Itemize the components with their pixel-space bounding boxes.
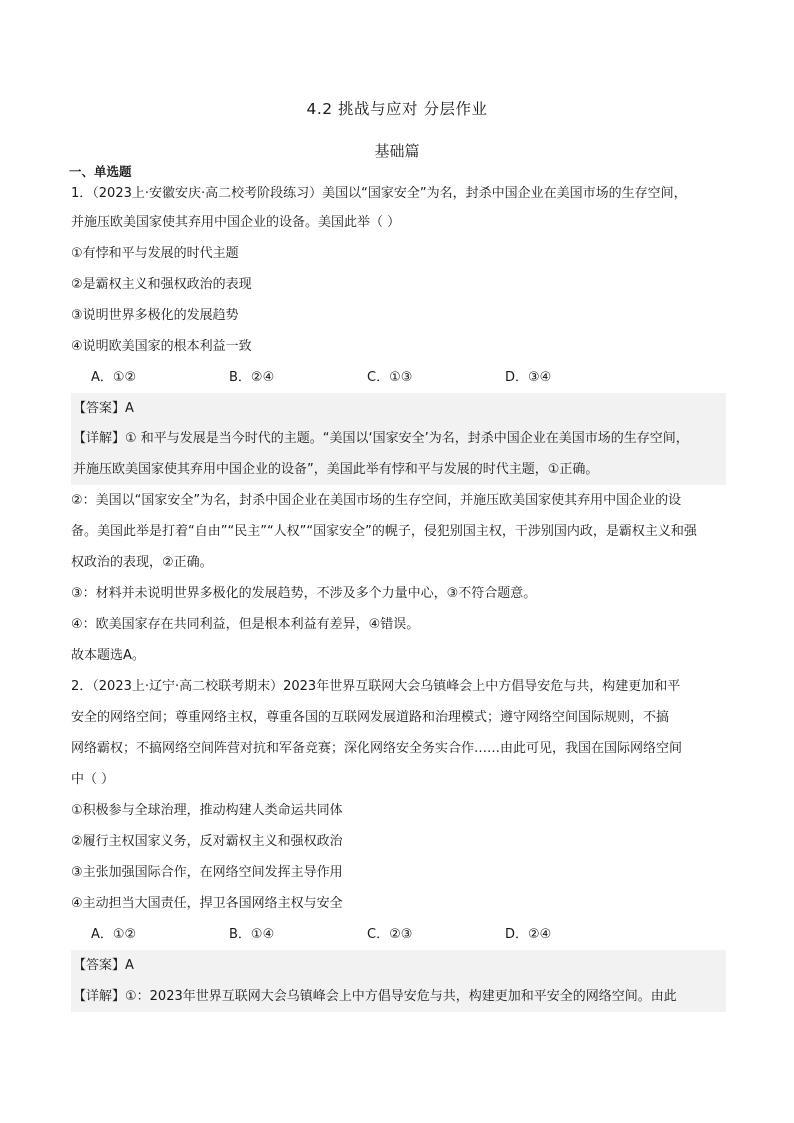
question-2-answer: 【答案】A bbox=[71, 950, 726, 981]
option-a: A．①② bbox=[91, 927, 137, 942]
analysis-line: 并施压欧美国家使其弃用中国企业的设备”，美国此举有悖和平与发展的时代主题，①正确。 bbox=[73, 461, 599, 477]
analysis-line: 权政治的表现，②正确。 bbox=[71, 555, 213, 570]
question-1-statement: ③说明世界多极化的发展趋势 bbox=[71, 308, 239, 323]
question-2-options bbox=[71, 919, 727, 950]
option-c: C．②③ bbox=[367, 927, 413, 942]
analysis-line: ③：材料并未说明世界多极化的发展趋势，不涉及多个力量中心，③不符合题意。 bbox=[71, 586, 537, 601]
question-1-statement: ④说明欧美国家的根本利益一致 bbox=[71, 339, 252, 354]
question-1-answer: 【答案】A bbox=[71, 393, 726, 424]
level-subtitle: 基础篇 bbox=[374, 142, 420, 160]
question-2-statement: ②履行主权国家义务，反对霸权主义和强权政治 bbox=[71, 834, 343, 849]
question-2-analysis: 【详解】①：2023年世界互联网大会乌镇峰会上中方倡导安危与共，构建更加和平安全的网络空间。由此 bbox=[71, 981, 726, 1012]
option-b: B．②④ bbox=[229, 370, 275, 385]
option-d: D．③④ bbox=[505, 370, 552, 385]
option-a: A．①② bbox=[91, 370, 137, 385]
option-b: B．①④ bbox=[229, 927, 275, 942]
question-1-stem-line: 1．（2023上·安徽安庆·高二校考阶段练习）美国以“国家安全”为名，封杀中国企业在美国市场的生存空间， bbox=[71, 186, 687, 201]
question-2-stem-line: 中（ ） bbox=[71, 772, 115, 787]
page-title: 4.2 挑战与应对 分层作业 bbox=[306, 100, 488, 118]
question-2-statement: ①积极参与全球治理，推动构建人类命运共同体 bbox=[71, 803, 343, 818]
question-1-analysis bbox=[71, 424, 726, 485]
analysis-line: ②：美国以“国家安全”为名，封杀中国企业在美国市场的生存空间，并施压欧美国家使其弃用中国企业的设 bbox=[71, 493, 682, 508]
questions-content bbox=[71, 181, 727, 1012]
question-2-stem-line: 网络霸权；不搞网络空间阵营对抗和军备竞赛；深化网络安全务实合作……由此可见，我国在国际网络空间 bbox=[71, 741, 683, 756]
analysis-line: 故本题选A。 bbox=[71, 648, 145, 663]
question-2-stem-line: 2．（2023上·辽宁·高二校联考期末）2023年世界互联网大会乌镇峰会上中方倡导安危与共，构建更加和平 bbox=[71, 679, 681, 694]
analysis-line: 备。美国此举是打着“自由”“民主”“人权”“国家安全”的幌子，侵犯别国主权，干涉别国内政，是霸权主义和强 bbox=[71, 524, 697, 539]
question-2-statement: ③主张加强国际合作，在网络空间发挥主导作用 bbox=[71, 865, 343, 880]
question-1-stem-line: 并施压欧美国家使其弃用中国企业的设备。美国此举（ ） bbox=[71, 215, 401, 230]
section-heading: 一、单选题 bbox=[69, 164, 132, 179]
question-2-stem-line: 安全的网络空间；尊重网络主权，尊重各国的互联网发展道路和治理模式；遵守网络空间国际规则，不搞 bbox=[71, 710, 670, 725]
question-1-options bbox=[71, 362, 727, 393]
question-2 bbox=[71, 671, 727, 1012]
analysis-line: 【详解】① 和平与发展是当今时代的主题。“美国以‘国家安全’为名，封杀中国企业在美国市场的生存空间， bbox=[73, 431, 689, 446]
option-c: C．①③ bbox=[367, 370, 413, 385]
question-1 bbox=[71, 181, 727, 671]
question-2-statement: ④主动担当大国责任，捍卫各国网络主权与安全 bbox=[71, 896, 343, 911]
analysis-line: ④：欧美国家存在共同利益，但是根本利益有差异，④错误。 bbox=[71, 617, 420, 632]
option-d: D．②④ bbox=[505, 927, 552, 942]
question-1-statement: ①有悖和平与发展的时代主题 bbox=[71, 246, 239, 261]
question-1-statement: ②是霸权主义和强权政治的表现 bbox=[71, 277, 252, 292]
